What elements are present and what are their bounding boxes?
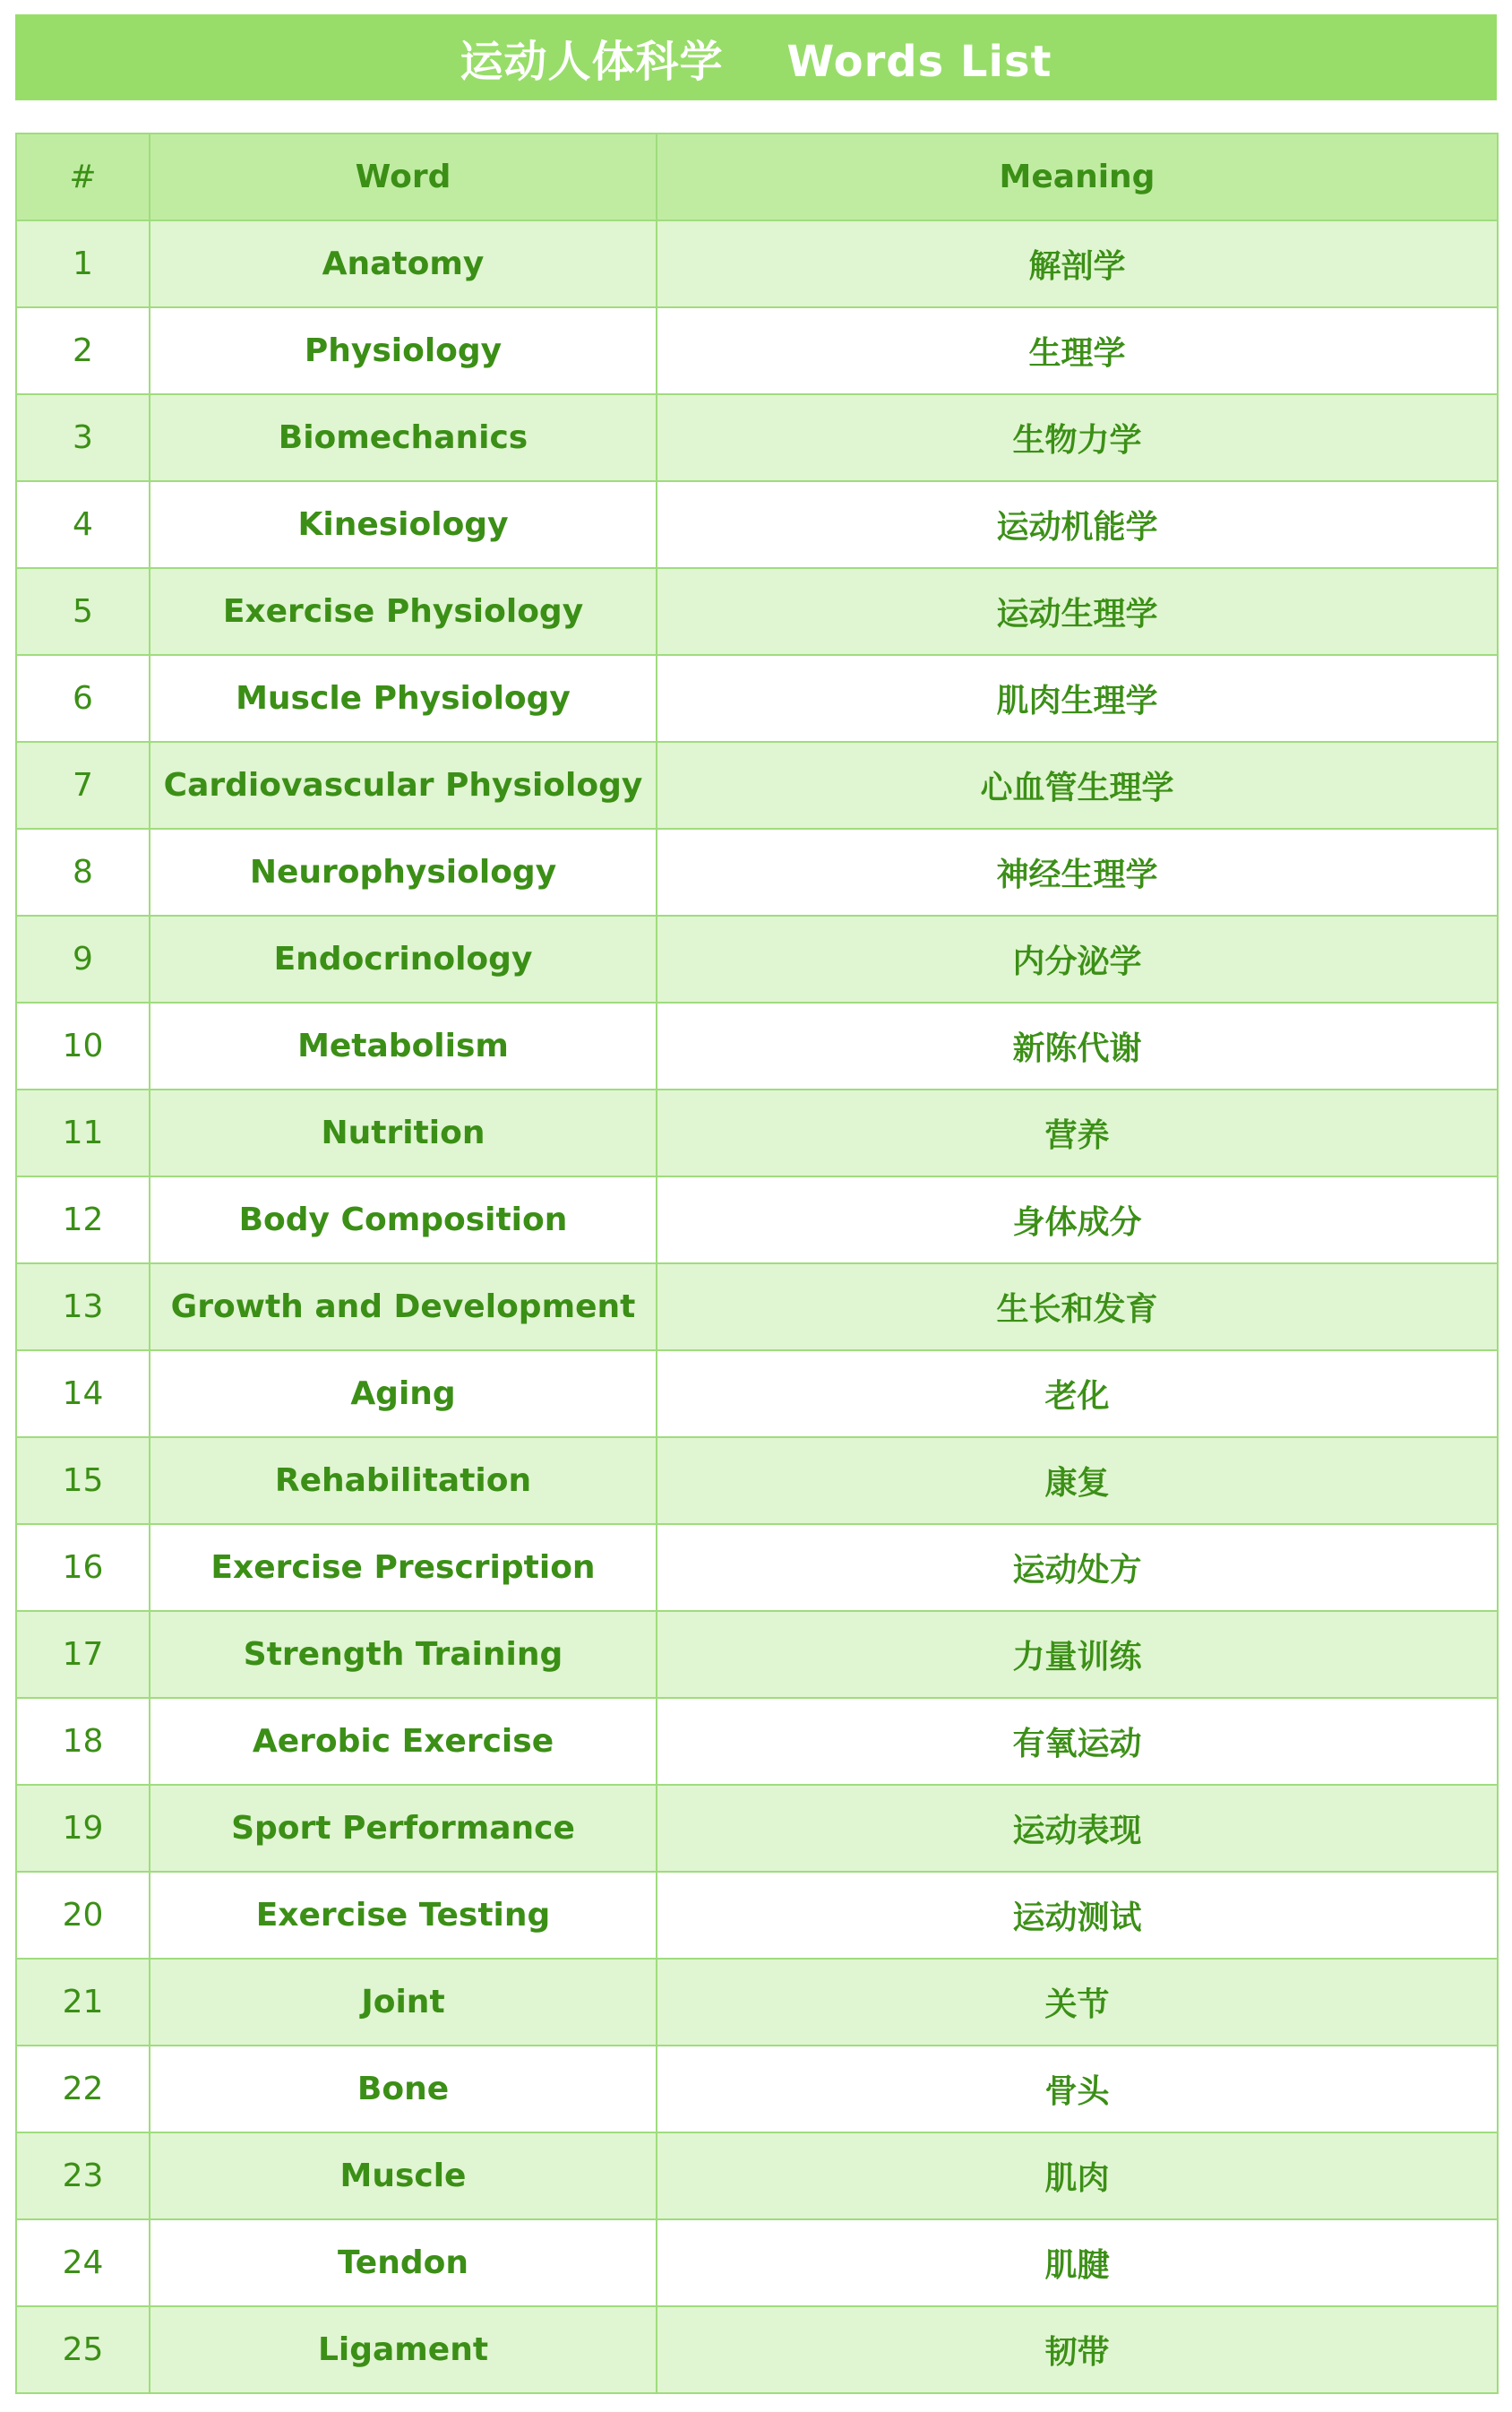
row-meaning: 韧带 [657,2306,1498,2393]
row-word: Neurophysiology [150,829,657,916]
row-number: 18 [16,1698,150,1785]
row-number: 20 [16,1872,150,1959]
row-number: 23 [16,2132,150,2219]
row-word: Body Composition [150,1176,657,1263]
row-number: 24 [16,2219,150,2306]
row-meaning: 神经生理学 [657,829,1498,916]
row-meaning: 运动机能学 [657,481,1498,568]
row-word: Rehabilitation [150,1437,657,1524]
row-number: 1 [16,220,150,307]
row-word: Muscle [150,2132,657,2219]
row-meaning: 解剖学 [657,220,1498,307]
row-meaning: 身体成分 [657,1176,1498,1263]
row-number: 3 [16,394,150,481]
row-word: Growth and Development [150,1263,657,1350]
row-meaning: 营养 [657,1090,1498,1176]
row-number: 21 [16,1959,150,2046]
row-meaning: 心血管生理学 [657,742,1498,829]
row-meaning: 生物力学 [657,394,1498,481]
row-word: Ligament [150,2306,657,2393]
table-row [16,394,1498,481]
table-row [16,568,1498,655]
table-row [16,1090,1498,1176]
row-word: Sport Performance [150,1785,657,1872]
row-number: 25 [16,2306,150,2393]
row-word: Tendon [150,2219,657,2306]
row-word: Anatomy [150,220,657,307]
row-word: Exercise Testing [150,1872,657,1959]
row-meaning: 运动表现 [657,1785,1498,1872]
table-row [16,220,1498,307]
row-number: 14 [16,1350,150,1437]
row-number: 12 [16,1176,150,1263]
row-meaning: 内分泌学 [657,916,1498,1003]
words-table [15,133,1499,2394]
row-number: 13 [16,1263,150,1350]
row-meaning: 康复 [657,1437,1498,1524]
table-row [16,307,1498,394]
row-word: Metabolism [150,1003,657,1090]
row-number: 8 [16,829,150,916]
row-word: Endocrinology [150,916,657,1003]
row-meaning: 新陈代谢 [657,1003,1498,1090]
row-number: 9 [16,916,150,1003]
row-number: 10 [16,1003,150,1090]
row-word: Physiology [150,307,657,394]
table-row [16,1263,1498,1350]
row-word: Aging [150,1350,657,1437]
page-title: 运动人体科学 Words List [460,36,1052,87]
row-meaning: 骨头 [657,2046,1498,2132]
row-meaning: 生长和发育 [657,1263,1498,1350]
table-row [16,1785,1498,1872]
table-row [16,742,1498,829]
row-number: 22 [16,2046,150,2132]
table-row [16,2306,1498,2393]
table-row [16,1872,1498,1959]
table-row [16,1437,1498,1524]
column-header-meaning: Meaning [657,134,1498,220]
table-row [16,2132,1498,2219]
row-number: 5 [16,568,150,655]
row-meaning: 运动处方 [657,1524,1498,1611]
title-bar [15,14,1497,100]
row-word: Strength Training [150,1611,657,1698]
table-row [16,1350,1498,1437]
row-word: Aerobic Exercise [150,1698,657,1785]
table-row [16,2219,1498,2306]
table-row [16,1524,1498,1611]
table-row [16,655,1498,742]
row-word: Cardiovascular Physiology [150,742,657,829]
column-header-number: # [16,134,150,220]
row-meaning: 运动测试 [657,1872,1498,1959]
row-number: 15 [16,1437,150,1524]
table-row [16,1611,1498,1698]
table-row [16,829,1498,916]
row-number: 16 [16,1524,150,1611]
table-row [16,916,1498,1003]
table-row [16,1698,1498,1785]
row-word: Biomechanics [150,394,657,481]
table-row [16,1003,1498,1090]
column-header-word: Word [150,134,657,220]
row-word: Muscle Physiology [150,655,657,742]
row-meaning: 生理学 [657,307,1498,394]
row-word: Joint [150,1959,657,2046]
row-meaning: 老化 [657,1350,1498,1437]
row-meaning: 力量训练 [657,1611,1498,1698]
row-word: Exercise Prescription [150,1524,657,1611]
row-number: 11 [16,1090,150,1176]
row-meaning: 肌肉 [657,2132,1498,2219]
row-word: Nutrition [150,1090,657,1176]
row-number: 19 [16,1785,150,1872]
row-number: 7 [16,742,150,829]
table-row [16,1176,1498,1263]
row-meaning: 肌腱 [657,2219,1498,2306]
row-number: 4 [16,481,150,568]
table-row [16,481,1498,568]
row-meaning: 肌肉生理学 [657,655,1498,742]
row-number: 2 [16,307,150,394]
table-row [16,1959,1498,2046]
row-word: Kinesiology [150,481,657,568]
row-word: Exercise Physiology [150,568,657,655]
row-meaning: 有氧运动 [657,1698,1498,1785]
row-number: 17 [16,1611,150,1698]
table-row [16,2046,1498,2132]
row-meaning: 关节 [657,1959,1498,2046]
row-word: Bone [150,2046,657,2132]
row-meaning: 运动生理学 [657,568,1498,655]
table-header-row [16,134,1498,220]
row-number: 6 [16,655,150,742]
